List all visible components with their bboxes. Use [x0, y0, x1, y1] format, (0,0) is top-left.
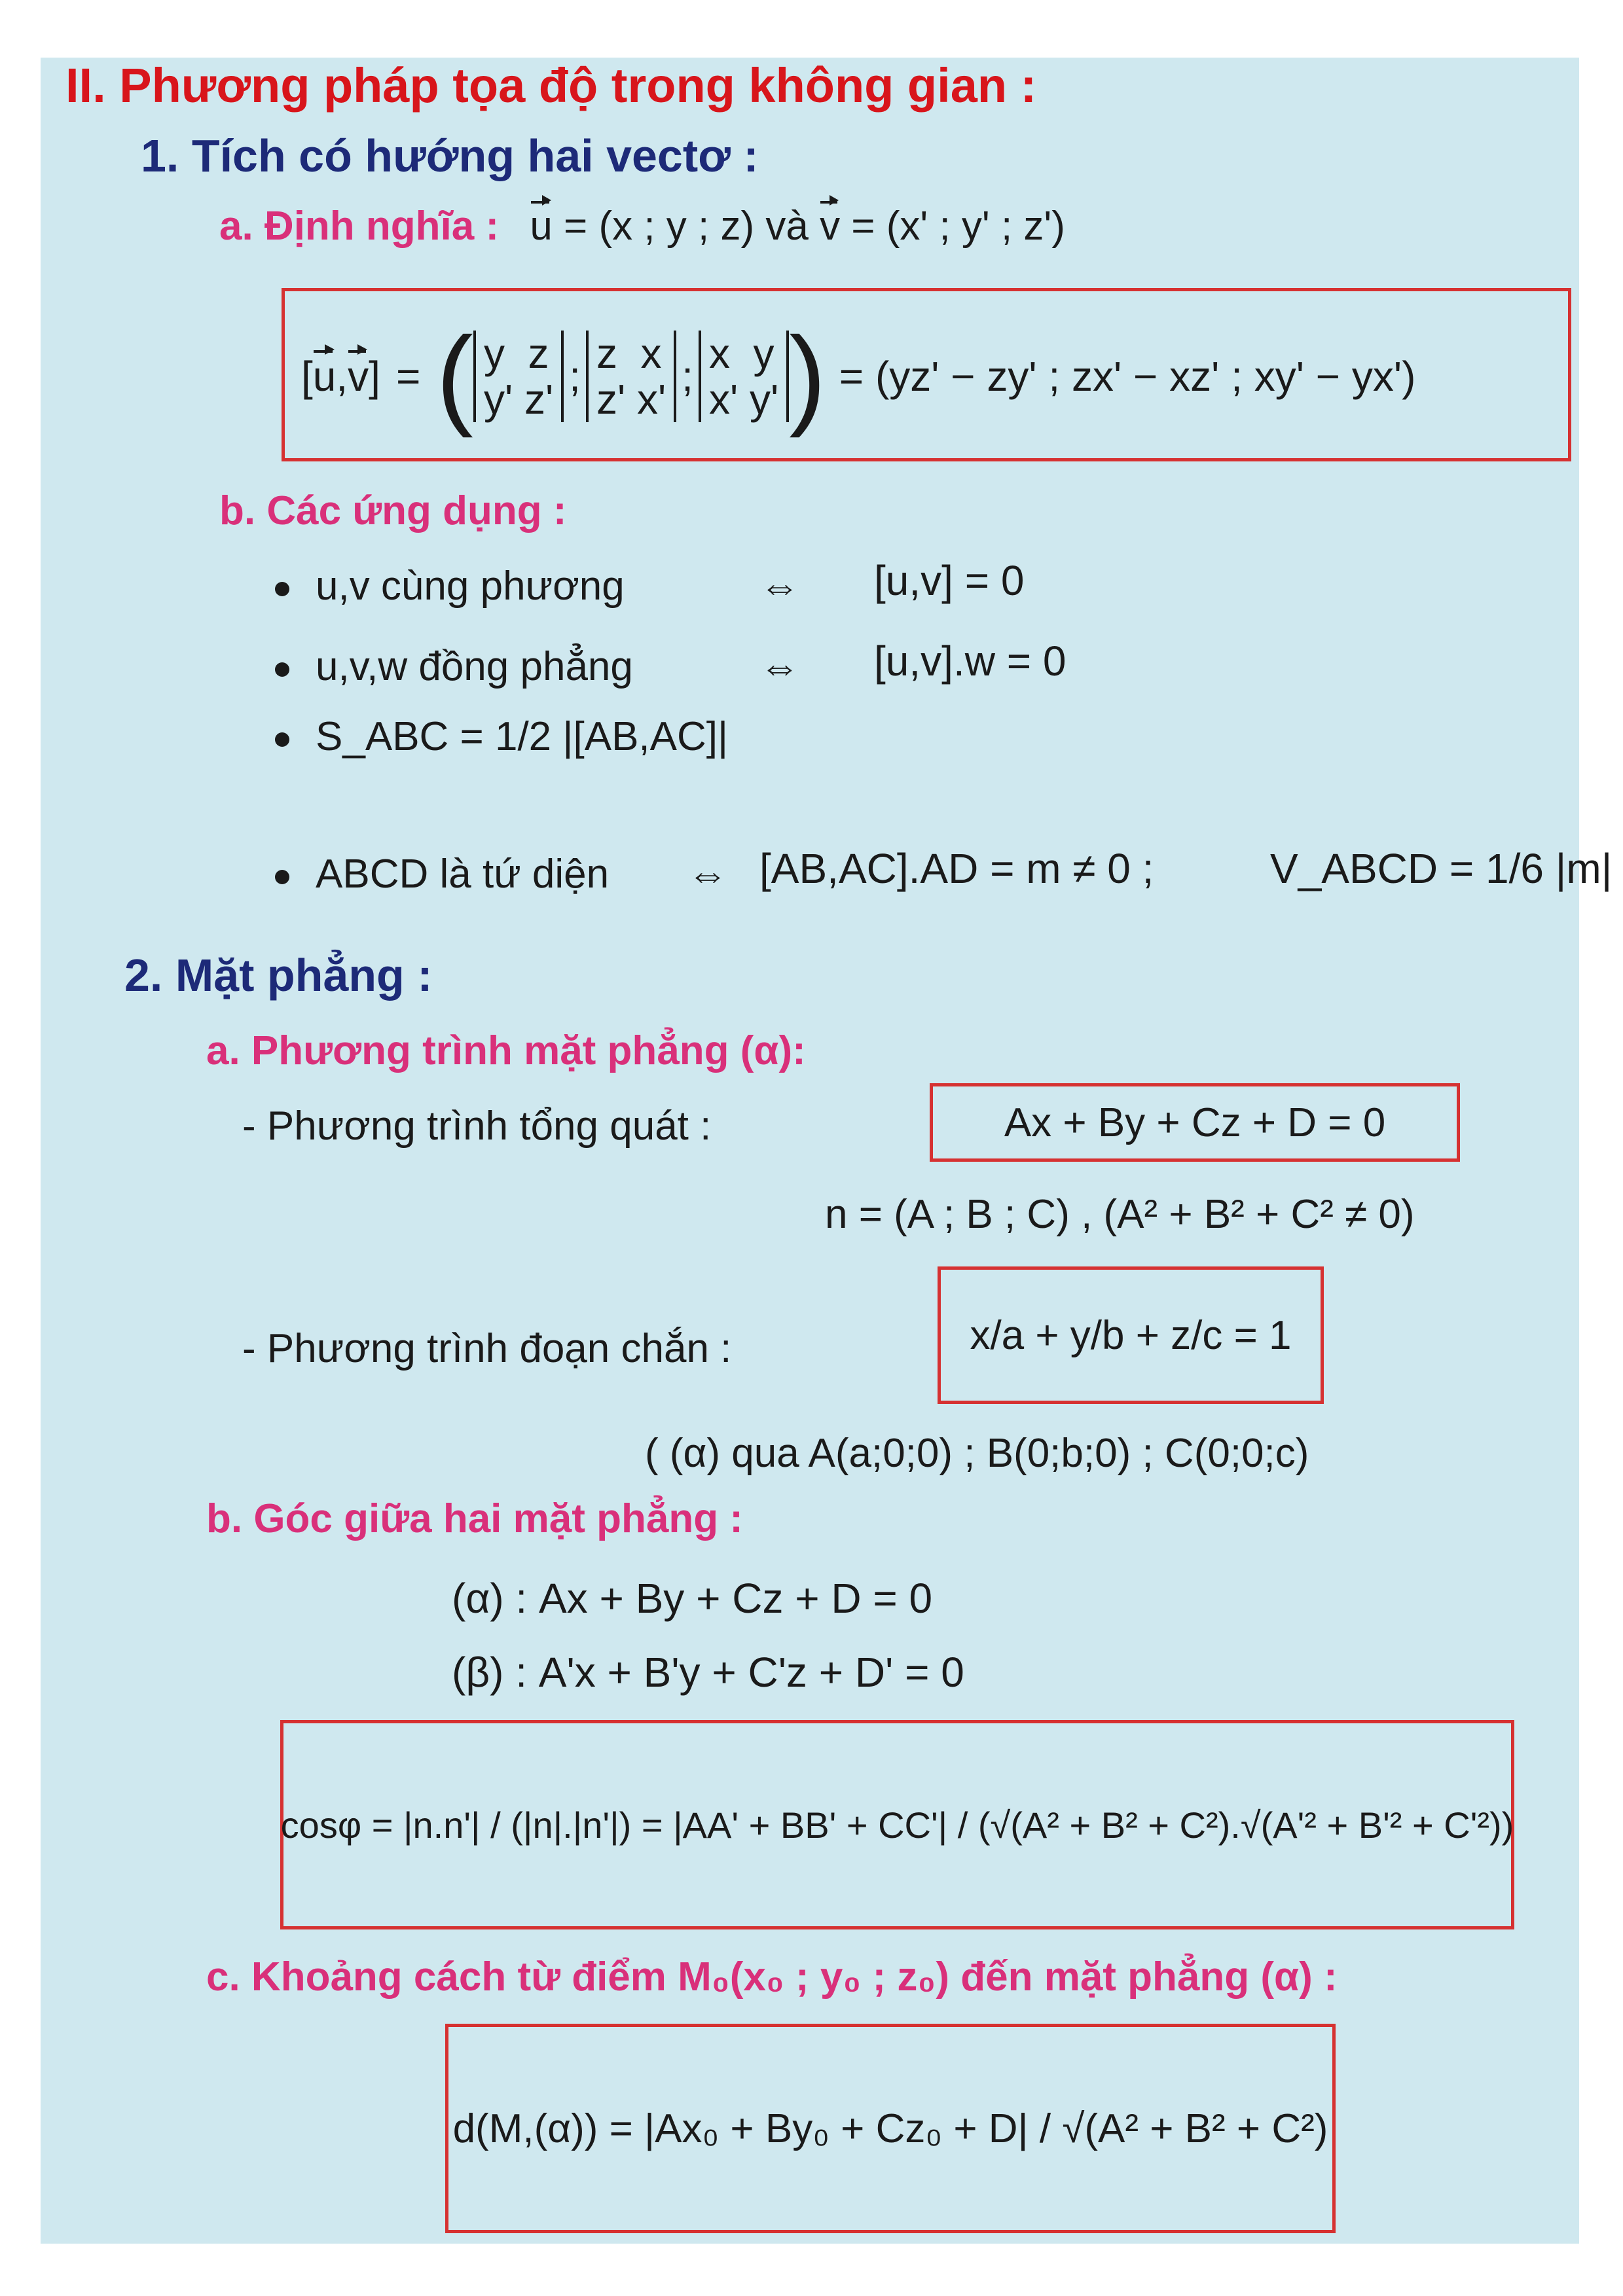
intercept-note: ( (α) qua A(a;0;0) ; B(0;b;0) ; C(0;0;c) — [645, 1431, 1309, 1476]
application-4 — [275, 851, 609, 897]
page-title: II. Phương pháp tọa độ trong không gian : — [65, 58, 1037, 113]
section-1-heading: 1. Tích có hướng hai vectơ : — [141, 130, 759, 181]
section-2-heading: 2. Mặt phẳng : — [124, 950, 433, 1001]
app4-left: ABCD là tứ diện — [316, 852, 610, 897]
cross-product-result: = (yz' − zy' ; zx' − xz' ; xy' − yx') — [839, 353, 1416, 400]
distance-formula: d(M,(α)) = |Ax₀ + By₀ + Cz₀ + D| / √(A² + B² + C²) — [452, 2106, 1328, 2151]
cosine-formula: cosφ = |n.n'| / (|n|.|n'|) = |AA' + BB' + CC'| / (√(A² + B² + C²).√(A'² + B'² + C'²)) — [280, 1804, 1514, 1846]
application-3 — [275, 713, 728, 760]
intercept-equation-label: - Phương trình đoạn chắn : — [242, 1326, 732, 1371]
app3-area: S_ABC = 1/2 |[AB,AC]| — [316, 714, 729, 759]
app2-left: u,v,w đồng phẳng — [316, 644, 633, 689]
app4-volume: V_ABCD = 1/6 |m| — [1270, 845, 1613, 892]
application-1 — [275, 563, 625, 609]
app1-right: [u,v] = 0 — [874, 557, 1025, 604]
alpha-equation: (α) : Ax + By + Cz + D = 0 — [452, 1575, 933, 1622]
beta-equation: (β) : A'x + B'y + C'z + D' = 0 — [452, 1649, 964, 1696]
bullet-icon — [275, 870, 289, 884]
definition-text: u = (x ; y ; z) và v = (x' ; y' ; z') — [530, 204, 1065, 249]
bullet-icon — [275, 582, 289, 596]
iff-1: ⇔ — [759, 564, 800, 609]
application-2 — [275, 643, 633, 690]
definition-line — [219, 203, 1065, 249]
app4-right: [AB,AC].AD = m ≠ 0 ; — [759, 845, 1154, 892]
normal-vector: n = (A ; B ; C) , (A² + B² + C² ≠ 0) — [825, 1192, 1415, 1237]
general-equation-label: - Phương trình tổng quát : — [242, 1103, 712, 1149]
general-equation: Ax + By + Cz + D = 0 — [1004, 1100, 1386, 1145]
bullet-icon — [275, 732, 289, 747]
iff-4: ⇔ — [687, 852, 728, 897]
cross-product-formula: [u,v] = ( y z y' z' ; z x z' x' ; x y x' y' ) = (yz' − zy' ; zx' − xz' ; xy' − yx') — [301, 314, 1416, 439]
plane-equation-label: a. Phương trình mặt phẳng (α): — [206, 1028, 806, 1073]
bullet-icon — [275, 662, 289, 677]
app2-right: [u,v].w = 0 — [874, 637, 1067, 685]
distance-label: c. Khoảng cách từ điểm M₀(x₀ ; y₀ ; z₀) đến mặt phẳng (α) : — [206, 1954, 1338, 2000]
iff-2: ⇔ — [759, 644, 800, 689]
definition-label: a. Định nghĩa : — [219, 204, 500, 249]
app1-left: u,v cùng phương — [316, 564, 625, 609]
applications-label: b. Các ứng dụng : — [219, 488, 567, 533]
angle-label: b. Góc giữa hai mặt phẳng : — [206, 1496, 743, 1541]
intercept-equation: x/a + y/b + z/c = 1 — [970, 1312, 1292, 1358]
